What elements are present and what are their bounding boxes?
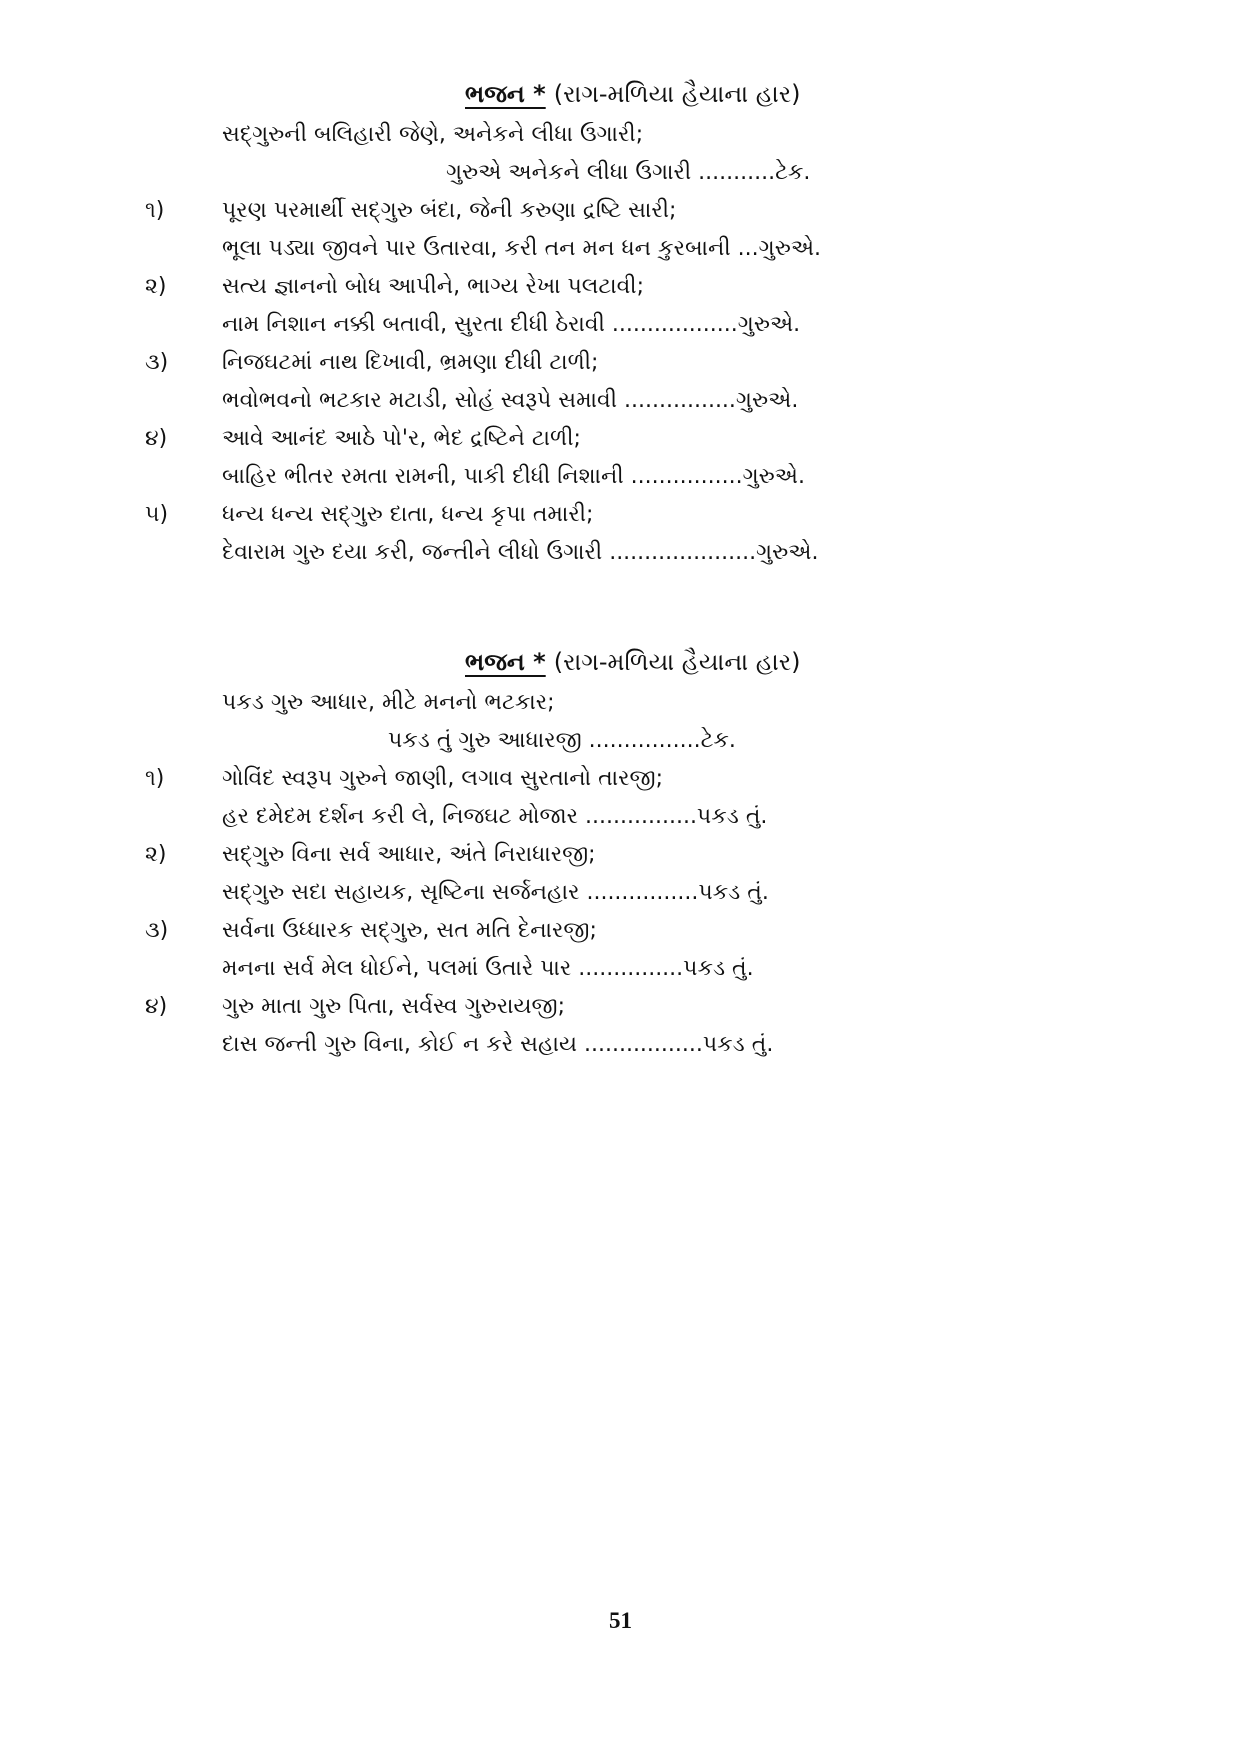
verse-text: દેવારામ ગુરુ દયા કરી, જન્તીને લીધો ઉગારી .....................ગુરુએ. [222, 540, 819, 565]
verse-text: પૂરણ પરમાર્થી સદ્‌ગુરુ બંદા, જેની કરુણા દ્રષ્ટિ સારી; [222, 198, 677, 223]
verse-number: ૩) [145, 350, 169, 375]
bhajan-title: ભજન * [465, 80, 546, 108]
verse-line [0, 912, 1241, 950]
verse-text: દાસ જન્તી ગુરુ વિના, કોઈ ન કરે સહાય .................પકડ તું. [222, 1032, 774, 1057]
verse-text: ગોવિંદ સ્વરૂપ ગુરુને જાણી, લગાવ સુરતાનો તારજી; [222, 766, 664, 791]
verse-number: ૧) [145, 198, 165, 223]
verse-line [0, 874, 1241, 912]
bhajan-raga: (રાગ-મળિયા હૈયાના હાર) [553, 648, 801, 676]
verse-text: બાહિર ભીતર રમતા રામની, પાકી દીધી નિશાની ................ગુરુએ. [222, 464, 805, 489]
tek-line [0, 154, 1241, 192]
verse-text: નિજઘટમાં નાથ દિખાવી, ભ્રમણા દીધી ટાળી; [222, 350, 599, 375]
verse-text: નામ નિશાન નક્કી બતાવી, સુરતા દીધી ઠેરાવી ..................ગુરુએ. [222, 312, 801, 337]
bhajan-1 [0, 72, 1241, 572]
verse-line [0, 496, 1241, 534]
verse-line [0, 192, 1241, 230]
verse-text: સદ્‌ગુરુ વિના સર્વ આધાર, અંતે નિરાધારજી; [222, 842, 596, 867]
tek-line [0, 722, 1241, 760]
verse-line [0, 950, 1241, 988]
refrain-line [0, 116, 1241, 154]
verse-text: ભવોભવનો ભટકાર મટાડી, સોહં સ્વરૂપે સમાવી ................ગુરુએ. [222, 388, 799, 413]
verse-text: આવે આનંદ આઠે પો'ર, ભેદ દ્રષ્ટિને ટાળી; [222, 426, 581, 451]
verse-number: ૨) [145, 274, 167, 299]
bhajan-title-line [0, 640, 1241, 684]
tek-text: ગુરુએ અનેકને લીધા ઉગારી ...........ટેક. [446, 160, 811, 185]
refrain-text: સદ્‌ગુરુની બલિહારી જેણે, અનેકને લીધા ઉગારી; [222, 122, 644, 147]
verse-number: ૧) [145, 766, 165, 791]
verse-text: ભૂલા પડ્યા જીવને પાર ઉતારવા, કરી તન મન ધન કુરબાની ...ગુરુએ. [222, 236, 822, 261]
refrain-line [0, 684, 1241, 722]
page-number: 51 [609, 1608, 632, 1633]
verse-text: મનના સર્વ મેલ ધોઈને, પલમાં ઉતારે પાર ...............પકડ તું. [222, 956, 754, 981]
verse-line [0, 458, 1241, 496]
refrain-text: પકડ ગુરુ આધાર, મીટે મનનો ભટકાર; [222, 690, 555, 715]
verse-text: સત્ય જ્ઞાનનો બોધ આપીને, ભાગ્ય રેખા પલટાવી; [222, 274, 645, 299]
bhajan-title: ભજન * [465, 648, 546, 676]
verse-text: સર્વના ઉધ્ધારક સદ્‌ગુરુ, સત મતિ દેનારજી; [222, 918, 597, 943]
verse-line [0, 382, 1241, 420]
verse-text: સદ્‌ગુરુ સદા સહાયક, સૃષ્ટિના સર્જનહાર ................પકડ તું. [222, 880, 769, 905]
verse-line [0, 760, 1241, 798]
verse-line [0, 420, 1241, 458]
verse-line [0, 534, 1241, 572]
verse-number: ૨) [145, 842, 167, 867]
verse-number: ૩) [145, 918, 169, 943]
verse-line [0, 230, 1241, 268]
verse-line [0, 268, 1241, 306]
verse-text: ધન્ય ધન્ય સદ્‌ગુરુ દાતા, ધન્ય કૃપા તમારી; [222, 502, 594, 527]
verse-line [0, 798, 1241, 836]
tek-text: પકડ તું ગુરુ આધારજી ................ટેક. [388, 728, 736, 753]
bhajan-raga: (રાગ-મળિયા હૈયાના હાર) [553, 80, 801, 108]
verse-number: ૪) [145, 994, 168, 1019]
verse-text: હર દમેદમ દર્શન કરી લે, નિજઘટ મોજાર ................પકડ તું. [222, 804, 768, 829]
verse-line [0, 344, 1241, 382]
verse-number: ૫) [145, 502, 169, 527]
verse-number: ૪) [145, 426, 168, 451]
verse-line [0, 988, 1241, 1026]
verse-line [0, 1026, 1241, 1064]
verse-line [0, 306, 1241, 344]
bhajan-2 [0, 640, 1241, 1064]
verse-line [0, 836, 1241, 874]
bhajan-title-line [0, 72, 1241, 116]
verse-text: ગુરુ માતા ગુરુ પિતા, સર્વસ્વ ગુરુરાયજી; [222, 994, 566, 1019]
